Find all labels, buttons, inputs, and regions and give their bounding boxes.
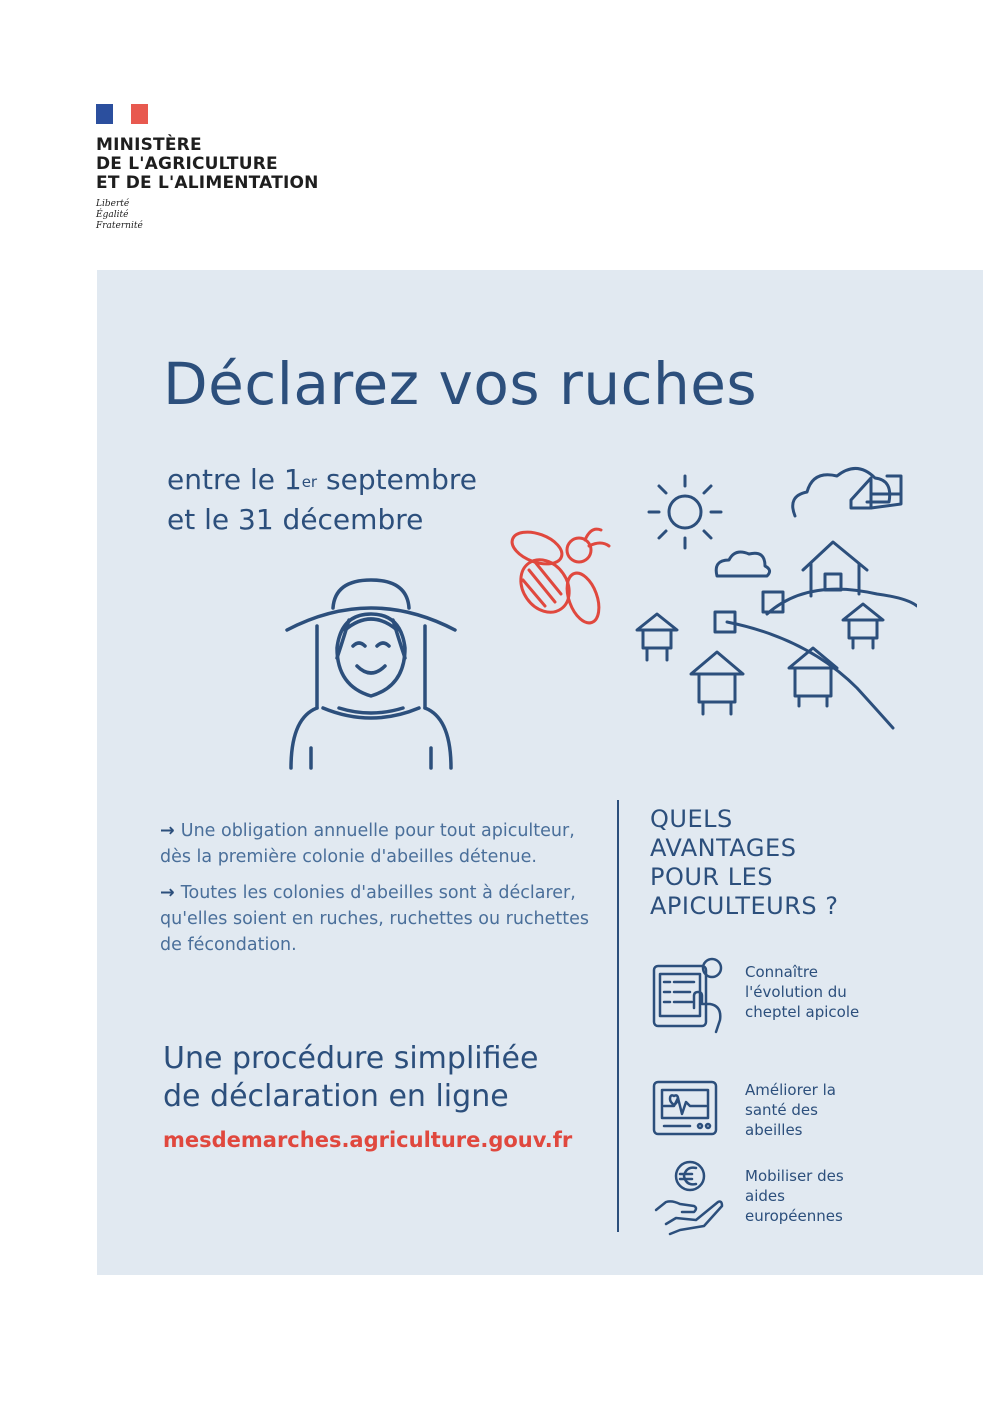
advantages-line: QUELS [650, 805, 733, 833]
benefit-text: Connaître l'évolution du cheptel apicole [745, 963, 860, 1021]
sun-icon [669, 496, 701, 528]
procedure-line: de déclaration en ligne [163, 1079, 509, 1114]
ministry-line: DE L'AGRICULTURE [96, 154, 278, 174]
advantages-line: APICULTEURS ? [650, 892, 839, 920]
apiary-landscape-illustration [617, 448, 917, 748]
benefit-item [650, 954, 880, 1034]
benefit-item [650, 1158, 880, 1238]
poster-title: Déclarez vos ruches [163, 350, 758, 418]
procedure-heading [163, 1040, 538, 1116]
dates-line-1 [167, 460, 477, 500]
bullet-text: Une obligation annuelle pour tout apiculteur, dès la première colonie d'abeilles détenue. [160, 821, 575, 867]
heart-monitor-icon [650, 1072, 730, 1152]
declaration-website-link[interactable]: mesdemarches.agriculture.gouv.fr [163, 1128, 573, 1152]
declaration-dates [167, 460, 477, 540]
benefit-item [650, 1072, 880, 1152]
benefit-text: Améliorer la santé des abeilles [745, 1081, 836, 1139]
motto-line: Égalité [96, 210, 129, 220]
motto-line: Fraternité [96, 221, 143, 231]
poster [97, 270, 983, 1275]
bee-illustration [497, 518, 617, 633]
benefit-text: Mobiliser des aides européennes [745, 1167, 844, 1225]
dates-suffix: septembre [317, 463, 477, 496]
cloud-icon [716, 552, 769, 576]
ministry-name [96, 136, 319, 193]
dates-prefix: entre le 1 [167, 463, 302, 496]
procedure-line: Une procédure simplifiée [163, 1041, 539, 1076]
dates-line-2: et le 31 décembre [167, 503, 424, 536]
vertical-divider [617, 800, 619, 1232]
motto-line: Liberté [96, 199, 130, 209]
ministry-line: ET DE L'ALIMENTATION [96, 173, 319, 193]
bullet-item [160, 880, 600, 958]
bullet-text: Toutes les colonies d'abeilles sont à déclarer, qu'elles soient en ruches, ruchettes ou ruchettes de fécondation. [160, 883, 590, 955]
arrow-right-icon: → [160, 821, 181, 841]
ministry-logo [96, 104, 319, 232]
obligation-bullets [160, 818, 600, 968]
bullet-item [160, 818, 600, 870]
advantages-line: POUR LES [650, 863, 774, 891]
advantages-line: AVANTAGES [650, 834, 797, 862]
french-flag-icon [96, 104, 148, 124]
arrow-right-icon: → [160, 883, 181, 903]
tablet-touch-icon [650, 954, 730, 1034]
ministry-line: MINISTÈRE [96, 135, 202, 155]
advantages-heading [650, 805, 839, 921]
euro-hand-icon [650, 1158, 730, 1238]
beekeeper-illustration [283, 568, 459, 778]
republic-motto [96, 199, 319, 232]
dates-superscript: er [301, 473, 318, 491]
